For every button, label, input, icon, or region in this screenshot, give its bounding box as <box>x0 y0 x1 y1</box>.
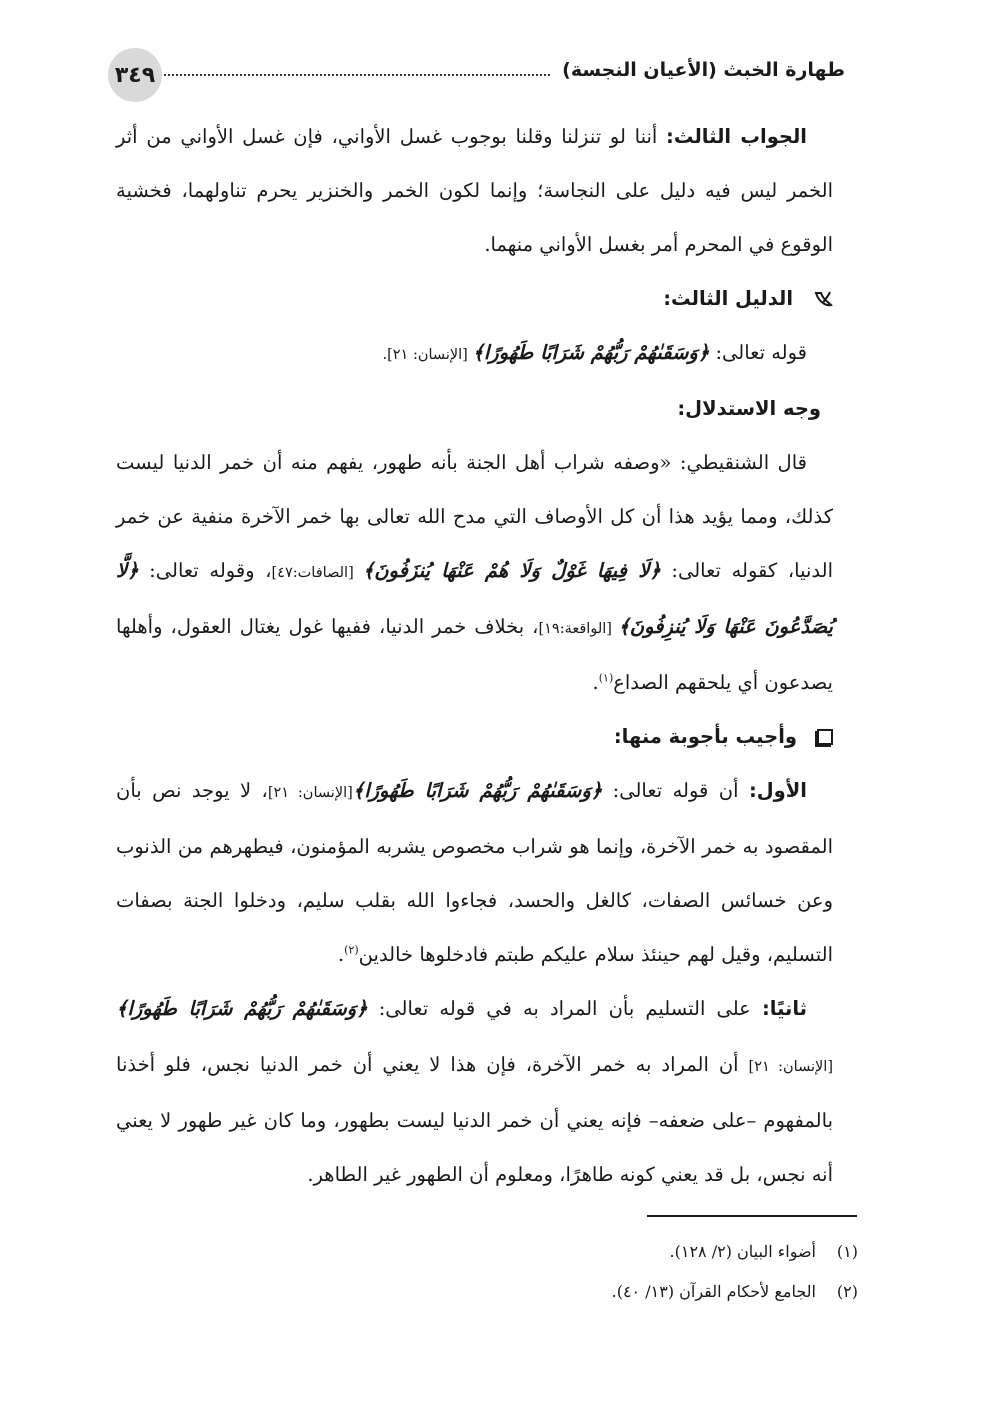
quran-verse: ﴿لَا فِيهَا غَوْلٌ وَلَا هُمْ عَنْهَا يُنزَفُونَ﴾ <box>362 559 661 582</box>
footnote-marker[interactable]: (١) <box>598 671 614 685</box>
header-dotted-leader <box>117 74 550 76</box>
footnote-number: (١) <box>836 1242 858 1261</box>
verse-reference: [الإنسان: ٢١] <box>267 785 353 801</box>
paragraph-text: ، وقوله تعالى: <box>138 559 272 582</box>
quran-verse: ﴿وَسَقَىٰهُمْ رَبُّهُمْ شَرَابًا طَهُورًا﴾ <box>472 341 710 364</box>
heading-text: وجه الاستدلال: <box>677 397 821 420</box>
paragraph-text: قال الشنقيطي: «وصفه شراب أهل الجنة بأنه طهور، يفهم منه أن خمر الدنيا ليست كذلك، ومما يؤيد هذا أن كل الأوصاف التي مدح الله تعالى بها خمر الآخرة منفية عن خمر الدنيا، كقوله تعالى: <box>116 451 833 582</box>
square-bullet-icon <box>817 729 833 745</box>
verse-reference: [الصافات:٤٧] <box>271 565 363 581</box>
paragraph-text: قوله تعالى: <box>709 341 807 364</box>
paragraph-text: على التسليم بأن المراد به في قوله تعالى: <box>367 997 762 1020</box>
page-number-badge: ٣٤٩ <box>108 48 162 102</box>
running-header <box>105 48 845 92</box>
paragraph-text: . <box>337 943 345 966</box>
heading-inference <box>116 382 833 436</box>
footnote-text: أضواء البيان (٢/ ١٢٨). <box>669 1242 816 1261</box>
paragraph-second-answer <box>116 982 833 1202</box>
heading-answers <box>116 710 833 764</box>
heading-text: وأجيب بأجوبة منها: <box>613 725 797 748</box>
heading-third-evidence <box>116 272 833 326</box>
paragraph-text: أن المراد به خمر الآخرة، فإن هذا لا يعني أن خمر الدنيا نجس، فلو أخذنا بالمفهوم –على ضعفه– فإنه يعني أن خمر الدنيا ليست بطهور، وما كان غير طهور لا يعني أنه نجس، بل قد يعني كونه طاهرًا، ومعلوم أن الطهور غير الطاهر. <box>116 1053 833 1186</box>
quran-verse: ﴿لَّا يُصَدَّعُونَ عَنْهَا وَلَا يُنزِفُونَ﴾ <box>116 559 833 638</box>
paragraph-text: . <box>592 671 599 694</box>
paragraph-text: ، لا يوجد نص بأن المقصود به خمر الآخرة، وإنما هو شراب مخصوص يشربه المؤمنون، فيطهرهم من الذنوب وعن خسائس الصفات، كالغل والحسد، فجاءوا الله بقلب سليم، ودخلوا الجنة بصفات التسليم، وقيل لهم حينئذ سلام عليكم طبتم فادخلوها خالدين <box>116 779 833 966</box>
paragraph-lead: ثانيًا: <box>761 997 807 1020</box>
verse-reference: [الإنسان: ٢١] <box>748 1059 833 1075</box>
footnote-text: الجامع لأحكام القرآن (١٣/ ٤٠). <box>611 1282 816 1301</box>
paragraph-verse-quote <box>116 326 833 382</box>
page-body <box>116 110 833 1202</box>
paragraph-third-answer <box>116 110 833 272</box>
paragraph-lead: الجواب الثالث: <box>666 125 807 148</box>
footnote-item <box>116 1272 858 1312</box>
chapter-title: طهارة الخبث (الأعيان النجسة) <box>562 59 845 81</box>
paragraph-text: أن قوله تعالى: <box>602 779 749 802</box>
paragraph-shinqiti-quote <box>116 436 833 710</box>
footnote-separator <box>647 1215 857 1217</box>
leaf-ornament-icon <box>813 289 833 309</box>
paragraph-lead: الأول: <box>748 779 807 802</box>
verse-reference: [الإنسان: ٢١]. <box>382 347 473 363</box>
verse-reference: [الواقعة:١٩] <box>538 621 619 637</box>
paragraph-first-answer <box>116 764 833 982</box>
quran-verse: ﴿وَسَقَىٰهُمْ رَبُّهُمْ شَرَابًا طَهُورًا﴾ <box>352 779 603 802</box>
footnote-item <box>116 1232 858 1272</box>
heading-text: الدليل الثالث: <box>663 287 793 310</box>
quran-verse: ﴿وَسَقَىٰهُمْ رَبُّهُمْ شَرَابًا طَهُورًا﴾ <box>116 997 368 1020</box>
footnote-marker[interactable]: (٢) <box>344 943 359 957</box>
paragraph-text: ، بخلاف خمر الدنيا، ففيها غول يغتال العقول، وأهلها يصدعون أي يلحقهم الصداع <box>116 615 833 694</box>
footnote-number: (٢) <box>836 1282 858 1301</box>
paragraph-text: أننا لو تنزلنا وقلنا بوجوب غسل الأواني، فإن غسل الأواني من أثر الخمر ليس فيه دليل على النجاسة؛ وإنما لكون الخمر والخنزير يحرم تناولهما، فخشية الوقوع في المحرم أمر بغسل الأواني منهما. <box>116 125 833 256</box>
footnotes <box>116 1232 858 1312</box>
